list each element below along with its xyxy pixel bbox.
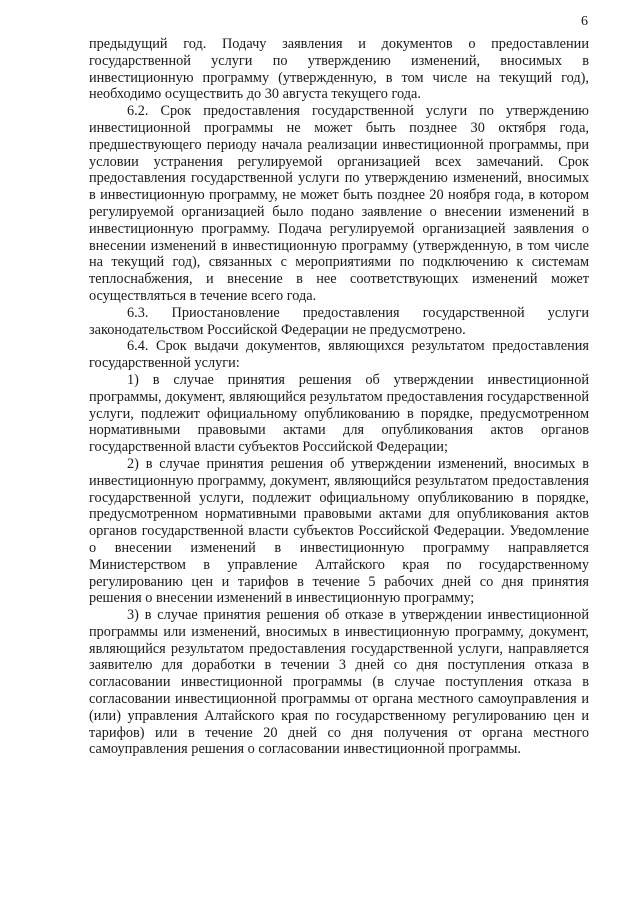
paragraph-6-3: 6.3. Приостановление предоставления государственной услуги законодательством Российской Федерации не предусмотрено. (89, 304, 589, 338)
list-item-3: 3) в случае принятия решения об отказе в утверждении инвестиционной программы или изменений, вносимых в инвестиционную программу, документ, являющийся результатом предоставления государственной услуги, направляется заявителю для доработки в течении 3 дней со дня поступления отказа в согласовании инвестиционной программы (в случае поступления отказа в согласовании инвестиционной программы от органа местного самоуправления и (или) управления Алтайского края по государственному регулированию цен и тарифов) или в течение 20 дней со дня получения от органа местного самоуправления решения о согласовании инвестиционной программы. (89, 607, 589, 758)
document-body (89, 36, 589, 758)
list-item-2: 2) в случае принятия решения об утверждении изменений, вносимых в инвестиционную программу, документ, являющийся результатом предоставления государственной услуги, подлежит официальному опубликованию в порядке, предусмотренном нормативными правовыми актами для опубликования актов органов государственной власти субъектов Российской Федерации. Уведомление о внесении изменений в инвестиционную программу направляется Министерством в управление Алтайского края по государственному регулированию цен и тарифов в течение 5 рабочих дней со дня принятия решения о внесении изменений в инвестиционную программу; (89, 455, 589, 607)
page-number: 6 (581, 14, 588, 29)
paragraph-continuation: предыдущий год. Подачу заявления и документов о предоставлении государственной услуги по утверждению изменений, вносимых в инвестиционную программу (утвержденную, в том числе на текущий год), необходимо осуществить до 30 августа текущего года. (89, 36, 589, 103)
paragraph-6-4: 6.4. Срок выдачи документов, являющихся результатом предоставления государственной услуги: (89, 338, 589, 372)
list-item-1: 1) в случае принятия решения об утверждении инвестиционной программы, документ, являющийся результатом предоставления государственной услуги, подлежит официальному опубликованию в порядке, предусмотренном нормативными правовыми актами для опубликования актов органов государственной власти субъектов Российской Федерации; (89, 371, 589, 456)
paragraph-6-2: 6.2. Срок предоставления государственной услуги по утверждению инвестиционной программы не может быть позднее 30 октября года, предшествующего периоду начала реализации инвестиционной программы, при условии устранения регулируемой организацией всех замечаний. Срок предоставления государственной услуги по утверждению изменений, вносимых в инвестиционную программу, не может быть позднее 20 ноября года, в котором регулируемой организацией было подано заявление о внесении изменений в инвестиционную программу. Подача регулируемой организацией заявления о внесении изменений в инвестиционную программу (утвержденную, в том числе на текущий год), связанных с мероприятиями по подключению к системам теплоснабжения, и внесение в нее соответствующих изменений может осуществляться в течение всего года. (89, 103, 589, 304)
